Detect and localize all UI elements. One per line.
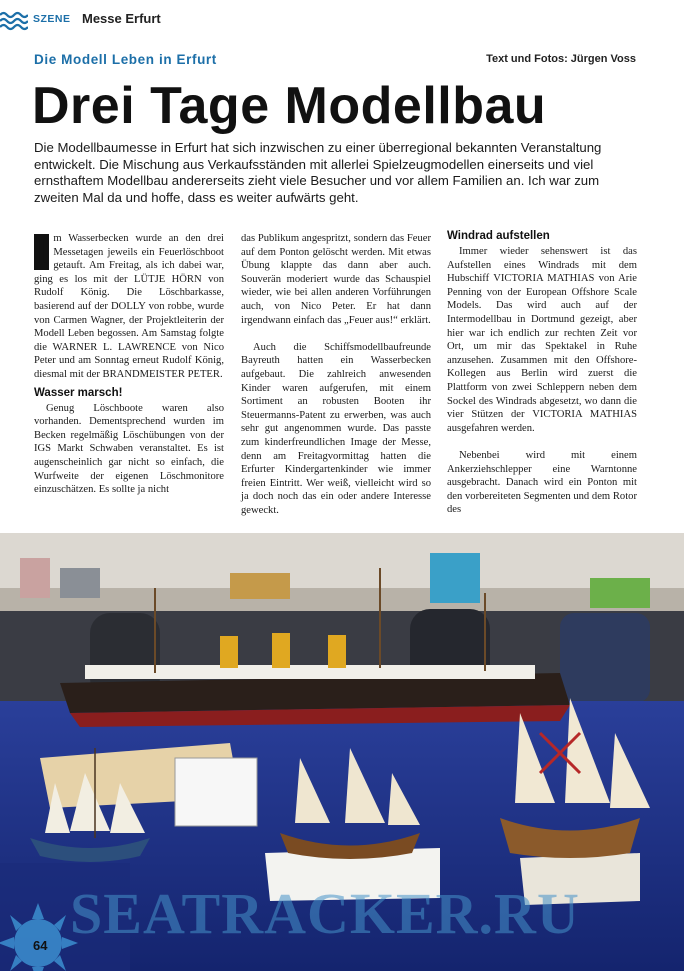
section-tag: SZENE [33, 13, 71, 25]
section-title: Messe Erfurt [82, 11, 161, 26]
article-subtitle: Die Modell Leben in Erfurt [34, 52, 217, 67]
drop-cap: I [35, 228, 49, 273]
watermark: SEATRACKER.RU [70, 881, 580, 946]
paragraph: Genug Löschboote waren also vorhanden. Dementsprechend wurden im Becken regelmäßig Löschübungen von der IGS Markt Schwaben veranstaltet. Es ist augenscheinlich gar nicht so einfach, die Wurfweite der eigenen Löschmonitore einzuschätzen. Es sollte ja nicht [34, 402, 224, 496]
waves-icon [0, 10, 28, 32]
page-header [0, 8, 684, 32]
paragraph: Nebenbei wird mit einem Ankerziehschlepper eine Warntonne ausgebracht. Danach wird ein Ponton mit den vorbereiteten Segmenten und dem Rotor des [447, 449, 637, 516]
text-column-2 [241, 232, 431, 517]
article-credit: Text und Fotos: Jürgen Voss [486, 53, 636, 65]
text-column-3 [447, 232, 637, 517]
subheading: Windrad aufstellen [447, 230, 550, 242]
page-number: 64 [33, 938, 48, 953]
subheading: Wasser marsch! [34, 386, 123, 399]
article-lead: Die Modellbaumesse in Erfurt hat sich inzwischen zu einer überregional bekannten Veranstaltung entwickelt. Die Mischung aus Verkaufsständen mit allerlei Spielzeugmodellen einerseits und viel ernsthaftem Modellbau andererseits zieht viele Besucher und vor allem Familien an. Ich war zum zweiten Mal da und hoffe, dass es weiter aufwärts geht. [34, 140, 602, 205]
paragraph: das Publikum angespritzt, sondern das Feuer auf dem Ponton gelöscht werden. Mit etwas Übung klappte das dann aber auch. Souverän moderiert wurde das Schauspiel wieder, wie bei allen anderen Vorführungen auch, von Nico Peter. Er hat dann irgendwann einfach das „Feuer aus!“ erklärt. [241, 233, 431, 326]
paragraph: Auch die Schiffsmodellbaufreunde Bayreuth hatten ein Wasserbecken aufgebaut. Die zahlreich anwesenden Kinder waren aufgerufen, mit einem Sortiment an robusten Booten ihr Steuermanns-Patent zu erwerben, was auch sehr gut angenommen wurde. Das passte zum kinderfreundlichen Image der Messe, denn am Freitagvormittag hatten die Erfurter Kindergartenkinder wie immer freien Eintritt. Wer weiß, vielleicht wird so ja doch noch das ein oder andere Interesse geweckt. [241, 341, 431, 516]
paragraph: Immer wieder sehenswert ist das Aufstellen eines Windrads mit dem Hubschiff VICTORIA MATHIAS von Arie Penning von der European Offshore Scale Models. Das wird auch auf der Intermodellbau in Dortmund gezeigt, aber hier war ich endlich zur rechten Zeit vor Ort, um mir das Spektakel in Ruhe anzusehen. Zusammen mit den Offshore-Kollegen aus Berlin wird zuerst die Plattform von zwei Schleppern neben dem Sockel des Windrads abgesetzt, wo dann die vier Stützen der VICTORIA MATHIAS ausgefahren werden. [447, 246, 637, 434]
text-column-1 [34, 228, 224, 497]
paragraph: m Wasserbecken wurde an den drei Messetagen jeweils ein Feuerlöschboot getauft. Am Freitag, als ich dabei war, ging es los mit der LÜTJE HÖRN von Rudolf König. Die Löschbarkasse, basierend auf der DOLLY von robbe, wurde von Carmen Wagner, der Projektleiterin der Modell Leben begossen. Am Samstag folgte die WARNER L. LAWRENCE von Nico Peter und am Sonntag erneut Rudolf König, diesmal mit der BRANDMEISTER PETER. [34, 233, 224, 380]
article-title: Drei Tage Modellbau [32, 77, 547, 135]
